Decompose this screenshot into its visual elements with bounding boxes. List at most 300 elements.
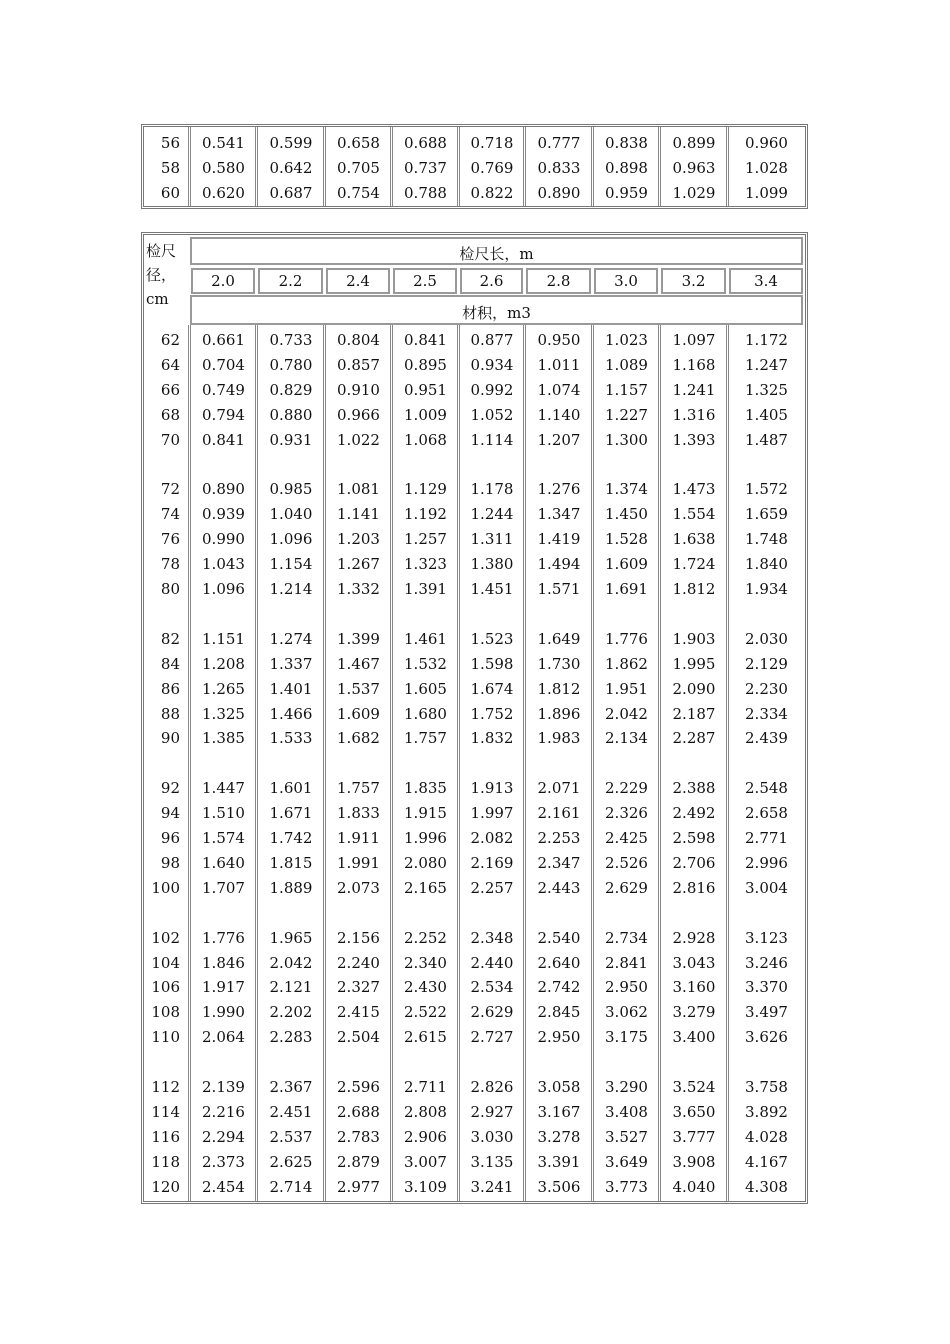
diameter-cell: 80 [160,580,180,598]
column-divider [390,325,393,1201]
volume-cell: 2.165 [404,878,447,897]
volume-cell: 0.737 [404,159,447,177]
table-row [144,477,805,502]
volume-cell: 1.846 [202,953,245,972]
volume-cell: 2.042 [605,704,648,723]
volume-cell: 0.966 [337,405,380,424]
diameter-cell: 66 [160,380,180,399]
table-row [144,627,805,652]
diameter-cell: 108 [151,1003,180,1022]
volume-cell: 0.950 [537,331,581,349]
volume-cell: 3.241 [470,1177,514,1196]
volume-cell: 0.661 [202,331,245,349]
volume-cell: 1.009 [404,405,447,424]
volume-cell: 0.890 [537,184,581,202]
volume-cell: 0.841 [404,331,447,349]
volume-cell: 1.265 [202,679,245,698]
volume-cell: 1.572 [745,480,788,499]
length-value: 3.0 [614,272,638,290]
table-row [144,975,805,1000]
volume-cell: 2.252 [404,928,447,947]
volume-cell: 1.208 [202,654,245,673]
volume-cell: 1.494 [537,555,581,574]
volume-cell: 1.311 [470,530,514,549]
volume-cell: 4.308 [745,1177,788,1196]
volume-cell: 1.081 [337,480,380,499]
volume-cell: 0.841 [202,430,245,449]
volume-cell: 3.279 [672,1003,716,1022]
volume-cell: 2.996 [745,853,788,872]
volume-cell: 1.997 [470,804,514,823]
volume-cell: 2.977 [337,1177,380,1196]
volume-cell: 1.419 [537,530,581,549]
volume-cell: 1.151 [202,629,245,648]
volume-cell: 2.230 [745,679,788,698]
volume-cell: 2.950 [537,1028,581,1047]
volume-cell: 3.506 [537,1177,581,1196]
column-divider [523,325,526,1201]
volume-cell: 1.096 [269,530,313,549]
volume-cell: 0.898 [605,159,648,177]
volume-cell: 1.487 [745,430,788,449]
volume-cell: 1.528 [605,530,648,549]
volume-cell: 2.340 [404,953,447,972]
volume-cell: 2.257 [470,878,514,897]
volume-cell: 1.300 [605,430,648,449]
table-row [144,527,805,552]
length-cell [460,268,523,294]
volume-cell: 1.227 [605,405,648,424]
table-row [144,876,805,901]
volume-cell: 2.640 [537,953,581,972]
volume-header: 材积，m3 [462,304,531,322]
volume-cell: 1.832 [470,729,514,748]
length-value: 3.4 [754,272,778,290]
volume-cell: 2.625 [269,1152,313,1171]
volume-cell: 1.447 [202,779,245,798]
table-row [144,131,805,156]
volume-cell: 2.156 [337,928,380,947]
diameter-cell: 76 [160,530,180,549]
volume-cell: 0.794 [202,405,245,424]
volume-cell: 1.674 [470,679,514,698]
volume-cell: 1.347 [537,505,581,524]
volume-cell: 0.777 [537,134,581,152]
diameter-cell: 58 [160,159,180,177]
diameter-cell: 102 [151,928,180,947]
volume-cell: 1.934 [745,580,788,598]
volume-cell: 0.959 [605,184,648,202]
table-row [144,1025,805,1050]
volume-cell: 0.829 [269,380,313,399]
volume-cell: 1.533 [269,729,313,748]
volume-cell: 3.777 [672,1127,716,1146]
volume-cell: 0.733 [269,331,313,349]
volume-cell: 1.129 [404,480,447,499]
volume-cell: 2.783 [337,1127,380,1146]
volume-cell: 0.838 [605,134,648,152]
volume-cell: 3.408 [605,1102,648,1121]
volume-cell: 1.707 [202,878,245,897]
diameter-cell: 120 [151,1177,180,1196]
volume-cell: 2.388 [672,779,716,798]
volume-cell: 0.705 [337,159,380,177]
volume-cell: 2.808 [404,1102,447,1121]
volume-cell: 1.028 [745,159,788,177]
volume-cell: 0.833 [537,159,581,177]
volume-cell: 3.370 [745,978,788,997]
diameter-cell: 62 [160,331,180,349]
table-row [144,1125,805,1150]
column-divider [591,325,594,1201]
volume-cell: 1.523 [470,629,514,648]
volume-cell: 2.139 [202,1078,245,1096]
volume-cell: 2.727 [470,1028,514,1047]
volume-cell: 2.073 [337,878,380,897]
volume-cell: 0.780 [269,355,313,374]
volume-cell: 1.385 [202,729,245,748]
table-row [144,552,805,577]
volume-cell: 2.129 [745,654,788,673]
diameter-cell: 110 [151,1028,180,1047]
table-row [144,776,805,801]
volume-cell: 2.629 [470,1003,514,1022]
volume-cell: 2.841 [605,953,648,972]
volume-cell: 0.992 [470,380,514,399]
volume-cell: 2.253 [537,829,581,847]
volume-cell: 0.985 [269,480,313,499]
diameter-cell: 82 [160,629,180,648]
length-cell [191,268,255,294]
length-value: 3.2 [681,272,706,290]
volume-cell: 3.135 [470,1152,514,1171]
volume-cell: 0.899 [672,134,716,152]
volume-cell: 1.241 [672,380,716,399]
volume-cell: 2.240 [337,953,380,972]
volume-cell: 0.951 [404,380,447,399]
diameter-cell: 116 [151,1127,180,1146]
diameter-cell: 104 [151,953,180,972]
volume-cell: 1.401 [269,679,313,698]
continuation-table [141,124,808,209]
length-value: 2.5 [413,272,437,290]
length-cell [526,268,591,294]
table-row [144,726,805,751]
volume-cell: 2.879 [337,1152,380,1171]
volume-cell: 1.099 [745,184,788,202]
volume-cell: 0.804 [337,331,380,349]
volume-cell: 2.439 [745,729,788,748]
volume-cell: 1.671 [269,804,313,823]
diameter-cell: 74 [160,505,180,524]
volume-cell: 0.934 [470,355,514,374]
volume-cell: 1.812 [672,580,716,598]
volume-cell: 1.990 [202,1003,245,1022]
length-value: 2.2 [278,272,303,290]
diameter-cell: 84 [160,654,180,673]
volume-cell: 3.527 [605,1127,648,1146]
volume-cell: 2.440 [470,953,514,972]
volume-cell: 1.172 [745,331,788,349]
volume-cell: 3.391 [537,1152,581,1171]
volume-cell: 2.064 [202,1028,245,1047]
volume-cell: 1.380 [470,555,514,574]
volume-cell: 0.642 [269,159,313,177]
column-divider [726,325,729,1201]
volume-cell: 1.074 [537,380,581,399]
volume-cell: 1.609 [337,704,380,723]
volume-cell: 1.609 [605,555,648,574]
volume-cell: 1.316 [672,405,716,424]
volume-cell: 0.718 [470,134,514,152]
volume-cell: 2.629 [605,878,648,897]
volume-cell: 2.229 [605,779,648,798]
volume-cell: 4.040 [672,1177,716,1196]
volume-cell: 1.951 [605,679,648,698]
diameter-cell: 112 [151,1078,180,1096]
volume-cell: 3.400 [672,1028,716,1047]
volume-cell: 2.216 [202,1102,245,1121]
volume-cell: 2.950 [605,978,648,997]
volume-cell: 0.688 [404,134,447,152]
volume-cell: 3.167 [537,1102,581,1121]
volume-cell: 3.123 [745,928,788,947]
length-value: 2.0 [211,272,235,290]
volume-cell: 1.903 [672,629,716,648]
volume-cell: 2.658 [745,804,788,823]
volume-cell: 1.323 [404,555,447,574]
volume-cell: 3.290 [605,1078,648,1096]
volume-cell: 0.880 [269,405,313,424]
volume-cell: 2.927 [470,1102,514,1121]
volume-cell: 0.890 [202,480,245,499]
length-value: 2.6 [479,272,504,290]
volume-cell: 2.540 [537,928,581,947]
volume-cell: 2.161 [537,804,581,823]
diameter-cell: 118 [151,1152,180,1171]
volume-cell: 2.283 [269,1028,313,1047]
column-divider [457,325,460,1201]
volume-cell: 1.276 [537,480,581,499]
diameter-cell: 60 [160,184,180,202]
volume-cell: 1.011 [537,355,581,374]
volume-cell: 1.889 [269,878,313,897]
volume-cell: 3.030 [470,1127,514,1146]
table-row [144,951,805,976]
volume-cell: 0.599 [269,134,313,152]
volume-cell: 1.405 [745,405,788,424]
volume-cell: 1.896 [537,704,581,723]
volume-cell: 0.541 [202,134,245,152]
volume-cell: 2.714 [269,1177,313,1196]
volume-cell: 1.022 [337,430,380,449]
volume-cell: 1.995 [672,654,716,673]
volume-cell: 1.461 [404,629,447,648]
volume-cell: 3.892 [745,1102,788,1121]
volume-cell: 1.393 [672,430,716,449]
volume-cell: 2.326 [605,804,648,823]
volume-cell: 1.244 [470,505,514,524]
volume-cell: 1.757 [404,729,447,748]
table-row [144,801,805,826]
volume-cell: 1.554 [672,505,716,524]
volume-cell: 3.004 [745,878,788,897]
volume-cell: 2.734 [605,928,648,947]
volume-cell: 0.990 [202,530,245,549]
volume-cell: 0.749 [202,380,245,399]
volume-cell: 2.030 [745,629,788,648]
volume-cell: 1.835 [404,779,447,798]
volume-cell: 1.776 [202,928,245,947]
volume-header-box [190,295,803,325]
volume-cell: 2.373 [202,1152,245,1171]
volume-cell: 1.337 [269,654,313,673]
table-row [144,403,805,428]
column-divider [323,325,326,1201]
volume-cell: 2.771 [745,829,788,847]
length-cell [661,268,726,294]
volume-cell: 0.877 [470,331,514,349]
volume-cell: 2.537 [269,1127,313,1146]
table-row [144,1175,805,1200]
volume-cell: 1.332 [337,580,380,598]
volume-cell: 1.096 [202,580,245,598]
volume-cell: 1.965 [269,928,313,947]
volume-cell: 1.473 [672,480,716,499]
volume-cell: 1.752 [470,704,514,723]
volume-cell: 2.042 [269,953,313,972]
diameter-cell: 92 [160,779,180,798]
volume-cell: 2.415 [337,1003,380,1022]
volume-cell: 0.910 [337,380,380,399]
volume-cell: 1.451 [470,580,514,598]
diameter-cell: 64 [160,355,180,374]
volume-cell: 1.450 [605,505,648,524]
volume-cell: 1.399 [337,629,380,648]
volume-cell: 2.134 [605,729,648,748]
volume-cell: 2.534 [470,978,514,997]
volume-cell: 0.658 [337,134,380,152]
volume-cell: 3.524 [672,1078,716,1096]
volume-cell: 1.097 [672,331,716,349]
volume-cell: 3.246 [745,953,788,972]
volume-cell: 1.141 [337,505,380,524]
volume-cell: 1.724 [672,555,716,574]
volume-cell: 1.325 [745,380,788,399]
volume-cell: 2.294 [202,1127,245,1146]
volume-cell: 1.649 [537,629,581,648]
volume-cell: 0.960 [745,134,788,152]
volume-cell: 1.913 [470,779,514,798]
volume-cell: 0.788 [404,184,447,202]
volume-cell: 1.917 [202,978,245,997]
volume-cell: 2.071 [537,779,581,798]
volume-cell: 2.169 [470,853,514,872]
volume-cell: 2.742 [537,978,581,997]
volume-cell: 1.467 [337,654,380,673]
volume-cell: 1.537 [337,679,380,698]
table-row [144,652,805,677]
volume-cell: 0.895 [404,355,447,374]
diameter-cell: 70 [160,430,180,449]
length-value: 2.8 [546,272,571,290]
table-row [144,353,805,378]
volume-cell: 2.492 [672,804,716,823]
volume-cell: 1.052 [470,405,514,424]
volume-cell: 3.160 [672,978,716,997]
length-cell [326,268,390,294]
volume-cell: 3.758 [745,1078,788,1096]
volume-cell: 2.121 [269,978,313,997]
table-row [144,181,805,206]
table-row [144,926,805,951]
timber-volume-table [141,232,808,1204]
diameter-cell: 114 [151,1102,180,1121]
table-row [144,1150,805,1175]
volume-cell: 1.983 [537,729,581,748]
volume-cell: 3.043 [672,953,716,972]
volume-cell: 1.996 [404,829,447,847]
volume-cell: 1.833 [337,804,380,823]
volume-cell: 0.822 [470,184,514,202]
volume-cell: 1.757 [337,779,380,798]
volume-cell: 3.062 [605,1003,648,1022]
volume-cell: 1.466 [269,704,313,723]
volume-cell: 1.247 [745,355,788,374]
table-row [144,1000,805,1025]
table-row [144,502,805,527]
diameter-cell: 78 [160,555,180,574]
volume-cell: 1.214 [269,580,313,598]
length-header-box [190,237,803,265]
volume-cell: 2.711 [404,1078,447,1096]
volume-cell: 3.773 [605,1177,648,1196]
volume-cell: 1.638 [672,530,716,549]
volume-cell: 3.497 [745,1003,788,1022]
diameter-cell: 68 [160,405,180,424]
volume-cell: 0.704 [202,355,245,374]
column-divider [255,325,258,1201]
table-row [144,428,805,453]
volume-cell: 1.605 [404,679,447,698]
volume-cell: 1.571 [537,580,581,598]
volume-cell: 3.058 [537,1078,581,1096]
volume-cell: 2.348 [470,928,514,947]
volume-cell: 1.029 [672,184,716,202]
volume-cell: 1.915 [404,804,447,823]
volume-cell: 2.367 [269,1078,313,1096]
length-cell [258,268,323,294]
volume-cell: 1.680 [404,704,447,723]
table-row [144,826,805,851]
diameter-cell: 86 [160,679,180,698]
volume-cell: 1.691 [605,580,648,598]
table-row [144,156,805,181]
volume-cell: 2.706 [672,853,716,872]
volume-cell: 0.580 [202,159,245,177]
volume-cell: 2.845 [537,1003,581,1022]
volume-cell: 2.548 [745,779,788,798]
volume-cell: 1.274 [269,629,313,648]
volume-cell: 2.080 [404,853,447,872]
volume-cell: 0.857 [337,355,380,374]
volume-cell: 2.082 [470,829,514,847]
volume-cell: 1.203 [337,530,380,549]
volume-cell: 2.826 [470,1078,514,1096]
volume-cell: 1.207 [537,430,581,449]
column-divider [658,325,661,1201]
volume-cell: 1.154 [269,555,313,574]
